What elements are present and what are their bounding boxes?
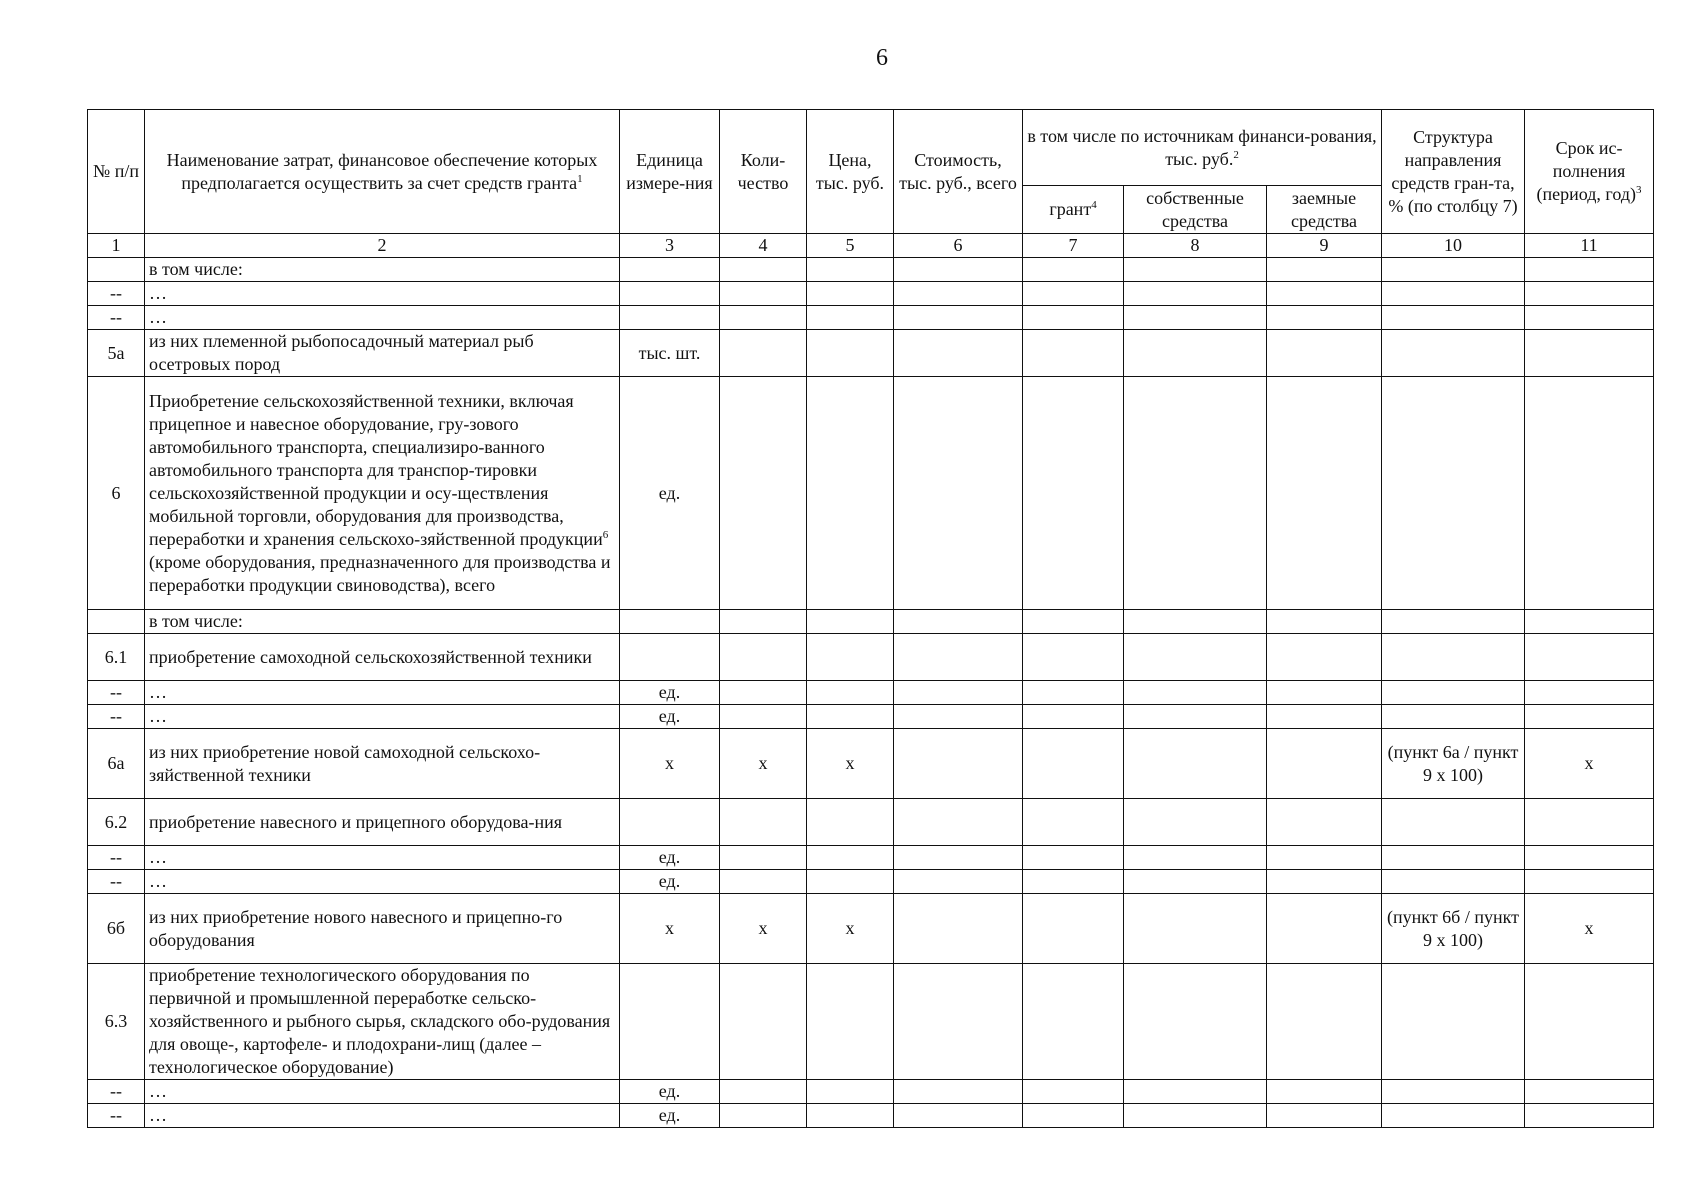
table-row: [88, 705, 1654, 729]
row-own: [1124, 729, 1267, 799]
column-number: 4: [720, 234, 807, 258]
row-name: приобретение самоходной сельскохозяйственной техники: [145, 634, 620, 681]
row-structure: [1382, 377, 1525, 610]
header-grant-structure: Структура направления средств гран-та, % (по столбцу 7): [1382, 110, 1525, 234]
row-price: [807, 634, 894, 681]
row-unit: ед.: [620, 870, 720, 894]
grant-cost-table: [87, 109, 1654, 1128]
row-own: [1124, 799, 1267, 846]
row-name: …: [145, 681, 620, 705]
table-row: [88, 610, 1654, 634]
row-total: [894, 330, 1023, 377]
row-name: …: [145, 1080, 620, 1104]
row-own: [1124, 681, 1267, 705]
row-own: [1124, 377, 1267, 610]
footnote-mark: 4: [1091, 199, 1097, 211]
row-own: [1124, 282, 1267, 306]
row-structure: [1382, 964, 1525, 1080]
row-number: --: [88, 282, 145, 306]
row-quantity: [720, 377, 807, 610]
header-total-cost: Стоимость, тыс. руб., всего: [894, 110, 1023, 234]
row-name: приобретение технологического оборудования по первичной и промышленной переработке сельско-хозяйственного и рыбного сырья, складского обо-рудования для овоще-, картофеле- и плодохрани-лищ (далее – технологическое оборудование): [145, 964, 620, 1080]
table-row: [88, 894, 1654, 964]
row-grant: [1023, 681, 1124, 705]
row-name: …: [145, 870, 620, 894]
table-row: [88, 258, 1654, 282]
column-number: 1: [88, 234, 145, 258]
row-quantity: [720, 681, 807, 705]
row-own: [1124, 1080, 1267, 1104]
row-total: [894, 964, 1023, 1080]
table-row: [88, 634, 1654, 681]
row-price: [807, 846, 894, 870]
row-total: [894, 258, 1023, 282]
row-structure: [1382, 330, 1525, 377]
row-price: [807, 1080, 894, 1104]
row-deadline: [1525, 1104, 1654, 1128]
row-unit: ед.: [620, 681, 720, 705]
footnote-mark: 3: [1636, 184, 1642, 196]
row-own: [1124, 964, 1267, 1080]
column-number: 11: [1525, 234, 1654, 258]
row-unit: ед.: [620, 1104, 720, 1128]
row-deadline: х: [1525, 894, 1654, 964]
row-grant: [1023, 258, 1124, 282]
row-unit: ед.: [620, 1080, 720, 1104]
row-structure: [1382, 610, 1525, 634]
row-deadline: [1525, 705, 1654, 729]
row-grant: [1023, 610, 1124, 634]
row-own: [1124, 846, 1267, 870]
table-row: [88, 377, 1654, 610]
row-quantity: [720, 1080, 807, 1104]
column-number-row: [88, 234, 1654, 258]
header-borrowed-funds: заемные средства: [1267, 186, 1382, 234]
row-number: 5а: [88, 330, 145, 377]
row-borrowed: [1267, 634, 1382, 681]
row-price: [807, 964, 894, 1080]
footnote-mark: 1: [577, 172, 583, 185]
row-quantity: [720, 846, 807, 870]
row-borrowed: [1267, 681, 1382, 705]
row-price: [807, 330, 894, 377]
row-grant: [1023, 1080, 1124, 1104]
row-deadline: [1525, 634, 1654, 681]
column-number: 6: [894, 234, 1023, 258]
row-quantity: [720, 870, 807, 894]
row-grant: [1023, 377, 1124, 610]
row-unit: ед.: [620, 705, 720, 729]
row-grant: [1023, 705, 1124, 729]
row-number: 6: [88, 377, 145, 610]
row-quantity: [720, 306, 807, 330]
header-grant: грант$^4$: [1023, 186, 1124, 234]
row-borrowed: [1267, 846, 1382, 870]
row-deadline: [1525, 799, 1654, 846]
row-grant: [1023, 634, 1124, 681]
row-own: [1124, 330, 1267, 377]
row-unit: тыс. шт.: [620, 330, 720, 377]
row-grant: [1023, 306, 1124, 330]
header-price: Цена, тыс. руб.: [807, 110, 894, 234]
header-number: № п/п: [88, 110, 145, 234]
row-unit: [620, 610, 720, 634]
row-number: 6б: [88, 894, 145, 964]
row-total: [894, 1104, 1023, 1128]
column-number: 3: [620, 234, 720, 258]
row-structure: [1382, 846, 1525, 870]
row-structure: [1382, 1104, 1525, 1128]
row-number: 6.2: [88, 799, 145, 846]
row-name: …: [145, 306, 620, 330]
row-own: [1124, 306, 1267, 330]
column-number: 2: [145, 234, 620, 258]
row-structure: [1382, 1080, 1525, 1104]
row-own: [1124, 258, 1267, 282]
row-total: [894, 377, 1023, 610]
row-unit: [620, 799, 720, 846]
row-total: [894, 634, 1023, 681]
row-name: …: [145, 705, 620, 729]
row-borrowed: [1267, 705, 1382, 729]
row-deadline: [1525, 330, 1654, 377]
row-unit: ед.: [620, 846, 720, 870]
row-structure: [1382, 870, 1525, 894]
row-grant: [1023, 1104, 1124, 1128]
row-price: [807, 681, 894, 705]
row-number: --: [88, 870, 145, 894]
header-deadline: Срок ис-полнения (период, год)$^3$: [1525, 110, 1654, 234]
row-name: Приобретение сельскохозяйственной техники, включая прицепное и навесное оборудование, гру-зового автомобильного транспорта, специализиро-ванного автомобильного транспорта для транспор-тировки сельскохозяйственной продукции и осу-ществления мобильной торговли, оборудования для производства, переработки и хранения сельскохо-зяйственной продукции$^6$ (кроме оборудования, предназначенного для производства и переработки продукции свиноводства), всего: [145, 377, 620, 610]
row-name: из них племенной рыбопосадочный материал рыб осетровых пород: [145, 330, 620, 377]
table-row: [88, 846, 1654, 870]
row-structure: [1382, 681, 1525, 705]
row-own: [1124, 894, 1267, 964]
row-deadline: [1525, 681, 1654, 705]
row-total: [894, 705, 1023, 729]
row-deadline: [1525, 870, 1654, 894]
row-structure: [1382, 799, 1525, 846]
row-quantity: х: [720, 729, 807, 799]
row-deadline: [1525, 258, 1654, 282]
row-name: …: [145, 282, 620, 306]
row-number: [88, 258, 145, 282]
row-unit: [620, 964, 720, 1080]
row-quantity: [720, 634, 807, 681]
row-grant: [1023, 964, 1124, 1080]
row-quantity: х: [720, 894, 807, 964]
column-number: 9: [1267, 234, 1382, 258]
row-own: [1124, 705, 1267, 729]
row-price: [807, 306, 894, 330]
row-deadline: [1525, 306, 1654, 330]
table-row: [88, 1080, 1654, 1104]
row-number: --: [88, 306, 145, 330]
row-quantity: [720, 258, 807, 282]
column-number: 5: [807, 234, 894, 258]
page-number: 6: [876, 45, 888, 71]
row-borrowed: [1267, 330, 1382, 377]
table-row: [88, 330, 1654, 377]
row-own: [1124, 1104, 1267, 1128]
row-price: х: [807, 894, 894, 964]
row-own: [1124, 634, 1267, 681]
row-number: 6.1: [88, 634, 145, 681]
header-unit: Единица измере-ния: [620, 110, 720, 234]
row-number: --: [88, 705, 145, 729]
row-name: приобретение навесного и прицепного оборудова-ния: [145, 799, 620, 846]
row-number: 6.3: [88, 964, 145, 1080]
row-total: [894, 306, 1023, 330]
row-unit: ед.: [620, 377, 720, 610]
row-quantity: [720, 1104, 807, 1128]
row-grant: [1023, 870, 1124, 894]
row-grant: [1023, 846, 1124, 870]
footnote-mark: 6: [602, 528, 609, 541]
row-number: 6а: [88, 729, 145, 799]
row-own: [1124, 870, 1267, 894]
row-deadline: [1525, 1080, 1654, 1104]
row-quantity: [720, 282, 807, 306]
row-quantity: [720, 705, 807, 729]
table-row: [88, 799, 1654, 846]
row-borrowed: [1267, 964, 1382, 1080]
row-price: [807, 1104, 894, 1128]
row-borrowed: [1267, 306, 1382, 330]
row-borrowed: [1267, 377, 1382, 610]
row-structure: (пункт 6б / пункт 9 х 100): [1382, 894, 1525, 964]
header-cost-name: Наименование затрат, финансовое обеспечение которых предполагается осуществить за счет средств гранта$^1$: [145, 110, 620, 234]
row-grant: [1023, 729, 1124, 799]
header-quantity: Коли-чество: [720, 110, 807, 234]
row-own: [1124, 610, 1267, 634]
row-price: [807, 705, 894, 729]
row-borrowed: [1267, 729, 1382, 799]
row-name: из них приобретение новой самоходной сельскохо-зяйственной техники: [145, 729, 620, 799]
row-borrowed: [1267, 282, 1382, 306]
footnote-mark: 2: [1233, 148, 1239, 161]
table-row: [88, 729, 1654, 799]
row-total: [894, 681, 1023, 705]
table-body: [88, 258, 1654, 1128]
row-total: [894, 1080, 1023, 1104]
row-name: …: [145, 1104, 620, 1128]
row-number: --: [88, 1080, 145, 1104]
column-number: 7: [1023, 234, 1124, 258]
row-price: [807, 258, 894, 282]
row-deadline: [1525, 610, 1654, 634]
row-structure: [1382, 282, 1525, 306]
row-borrowed: [1267, 610, 1382, 634]
row-borrowed: [1267, 258, 1382, 282]
row-deadline: [1525, 377, 1654, 610]
row-borrowed: [1267, 894, 1382, 964]
row-deadline: [1525, 964, 1654, 1080]
table-row: [88, 681, 1654, 705]
row-structure: (пункт 6а / пункт 9 х 100): [1382, 729, 1525, 799]
row-total: [894, 846, 1023, 870]
row-unit: [620, 634, 720, 681]
table-row: [88, 870, 1654, 894]
row-total: [894, 870, 1023, 894]
row-deadline: х: [1525, 729, 1654, 799]
row-number: --: [88, 846, 145, 870]
table-row: [88, 282, 1654, 306]
row-deadline: [1525, 282, 1654, 306]
table-row: [88, 964, 1654, 1080]
table-row: [88, 1104, 1654, 1128]
row-price: х: [807, 729, 894, 799]
row-price: [807, 282, 894, 306]
table-row: [88, 306, 1654, 330]
row-unit: [620, 306, 720, 330]
row-unit: х: [620, 894, 720, 964]
row-structure: [1382, 705, 1525, 729]
row-borrowed: [1267, 1080, 1382, 1104]
row-structure: [1382, 634, 1525, 681]
row-price: [807, 610, 894, 634]
row-quantity: [720, 964, 807, 1080]
row-name: …: [145, 846, 620, 870]
row-grant: [1023, 799, 1124, 846]
column-number: 10: [1382, 234, 1525, 258]
row-price: [807, 377, 894, 610]
row-structure: [1382, 258, 1525, 282]
row-number: [88, 610, 145, 634]
row-unit: [620, 258, 720, 282]
row-quantity: [720, 799, 807, 846]
row-number: --: [88, 681, 145, 705]
row-grant: [1023, 330, 1124, 377]
row-name: из них приобретение нового навесного и прицепно-го оборудования: [145, 894, 620, 964]
row-borrowed: [1267, 870, 1382, 894]
row-quantity: [720, 610, 807, 634]
row-quantity: [720, 330, 807, 377]
row-grant: [1023, 894, 1124, 964]
row-total: [894, 729, 1023, 799]
row-price: [807, 870, 894, 894]
row-grant: [1023, 282, 1124, 306]
row-name: в том числе:: [145, 610, 620, 634]
row-total: [894, 894, 1023, 964]
header-funding-sources: в том числе по источникам финанси-рования, тыс. руб.$^2$: [1023, 110, 1382, 186]
header-own-funds: собственные средства: [1124, 186, 1267, 234]
row-deadline: [1525, 846, 1654, 870]
row-name: в том числе:: [145, 258, 620, 282]
column-number: 8: [1124, 234, 1267, 258]
row-unit: х: [620, 729, 720, 799]
row-total: [894, 799, 1023, 846]
row-number: --: [88, 1104, 145, 1128]
row-borrowed: [1267, 1104, 1382, 1128]
row-structure: [1382, 306, 1525, 330]
row-price: [807, 799, 894, 846]
row-unit: [620, 282, 720, 306]
row-borrowed: [1267, 799, 1382, 846]
row-total: [894, 610, 1023, 634]
row-total: [894, 282, 1023, 306]
